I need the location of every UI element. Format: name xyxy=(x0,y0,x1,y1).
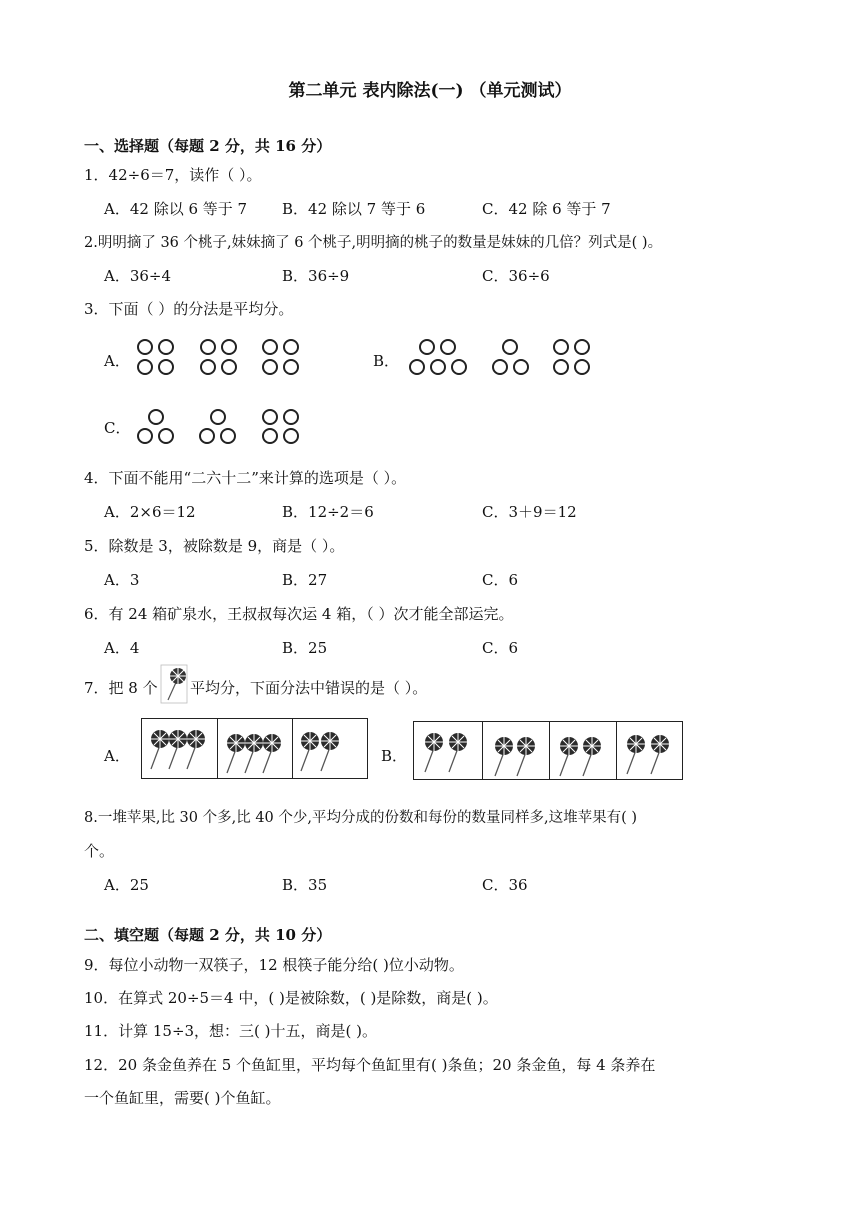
lollipop-icon xyxy=(627,735,645,774)
q1-option-a: A．42 除以 6 等于 7 xyxy=(104,200,248,218)
question-3: 3．下面（ ）的分法是平均分。 xyxy=(84,300,294,318)
lollipop-icon xyxy=(583,737,601,776)
q1-option-c: C．42 除 6 等于 7 xyxy=(482,200,611,218)
question-8-line2: 个。 xyxy=(84,842,115,860)
page-title: 第二单元 表内除法(一) （单元测试） xyxy=(288,81,572,101)
question-12-line2: 一个鱼缸里，需要( )个鱼缸。 xyxy=(84,1089,281,1107)
q2-option-a: A．36÷4 xyxy=(104,267,172,285)
lollipop-icon xyxy=(425,733,443,772)
question-8: 8.一堆苹果,比 30 个多,比 40 个少,平均分成的份数和每份的数量同样多,这堆苹果有( ) xyxy=(84,810,638,826)
q3-option-c: C． xyxy=(104,419,131,437)
section-heading-fill: 二、填空题（每题 2 分，共 10 分） xyxy=(84,926,332,944)
lollipop-icon xyxy=(227,734,245,773)
question-5: 5．除数是 3，被除数是 9，商是（ ）。 xyxy=(84,537,345,555)
lollipop-icon xyxy=(151,730,169,769)
q5-option-c: C．6 xyxy=(482,571,519,589)
lollipop-icon xyxy=(169,730,187,769)
q6-option-b: B．25 xyxy=(282,639,328,657)
lollipop-icon xyxy=(560,737,578,776)
question-12-line1: 12．20 条金鱼养在 5 个鱼缸里，平均每个鱼缸里有( )条鱼；20 条金鱼，每 4 条养在 xyxy=(84,1056,656,1074)
lollipop-icon xyxy=(517,737,535,776)
section-heading-choice: 一、选择题（每题 2 分，共 16 分） xyxy=(84,137,332,155)
q8-option-c: C．36 xyxy=(482,876,528,894)
q6-option-a: A．4 xyxy=(104,639,140,657)
lollipop-icon xyxy=(301,732,319,771)
lollipop-icon xyxy=(651,735,669,774)
q8-option-a: A．25 xyxy=(104,876,149,894)
lollipop-icon xyxy=(321,732,339,771)
question-9: 9．每位小动物一双筷子，12 根筷子能分给( )位小动物。 xyxy=(84,956,464,974)
question-4: 4．下面不能用“二六十二”来计算的选项是（ ）。 xyxy=(84,469,407,487)
q4-option-c: C．3＋9＝12 xyxy=(482,503,577,521)
lollipop-icon xyxy=(495,737,513,776)
q4-option-b: B．12÷2＝6 xyxy=(282,503,374,521)
q3-option-b: B． xyxy=(373,352,400,370)
lollipop-icon xyxy=(263,734,281,773)
q5-option-b: B．27 xyxy=(282,571,328,589)
question-2: 2.明明摘了 36 个桃子,妹妹摘了 6 个桃子,明明摘的桃子的数量是妹妹的几倍？列式是( )。 xyxy=(84,235,663,251)
lollipop-icon xyxy=(245,734,263,773)
lollipop-icon xyxy=(187,730,205,769)
question-6: 6．有 24 箱矿泉水，王叔叔每次运 4 箱，（ ）次才能全部运完。 xyxy=(84,605,514,623)
q3-option-a: A． xyxy=(104,352,130,370)
q6-option-c: C．6 xyxy=(482,639,519,657)
q4-option-a: A．2×6＝12 xyxy=(104,503,196,521)
question-11: 11．计算 15÷3，想：三( )十五，商是( )。 xyxy=(84,1022,377,1040)
q8-option-b: B．35 xyxy=(282,876,328,894)
question-7-part1: 7．把 8 个 xyxy=(84,679,158,697)
question-10: 10．在算式 20÷5＝4 中，( )是被除数，( )是除数，商是( )。 xyxy=(84,989,498,1007)
lollipop-icon xyxy=(449,733,467,772)
q1-option-b: B．42 除以 7 等于 6 xyxy=(282,200,426,218)
q2-option-b: B．36÷9 xyxy=(282,267,350,285)
q7-option-a: A． xyxy=(104,747,130,765)
question-7-part2: 平均分，下面分法中错误的是（ ）。 xyxy=(190,679,428,697)
lollipop-icon xyxy=(160,664,188,704)
q7-option-b: B． xyxy=(381,747,408,765)
q7-option-a-figure xyxy=(141,718,368,779)
q5-option-a: A．3 xyxy=(104,571,140,589)
question-1: 1．42÷6＝7，读作（ ）。 xyxy=(84,166,262,184)
q7-option-b-figure xyxy=(413,721,683,780)
q2-option-c: C．36÷6 xyxy=(482,267,550,285)
